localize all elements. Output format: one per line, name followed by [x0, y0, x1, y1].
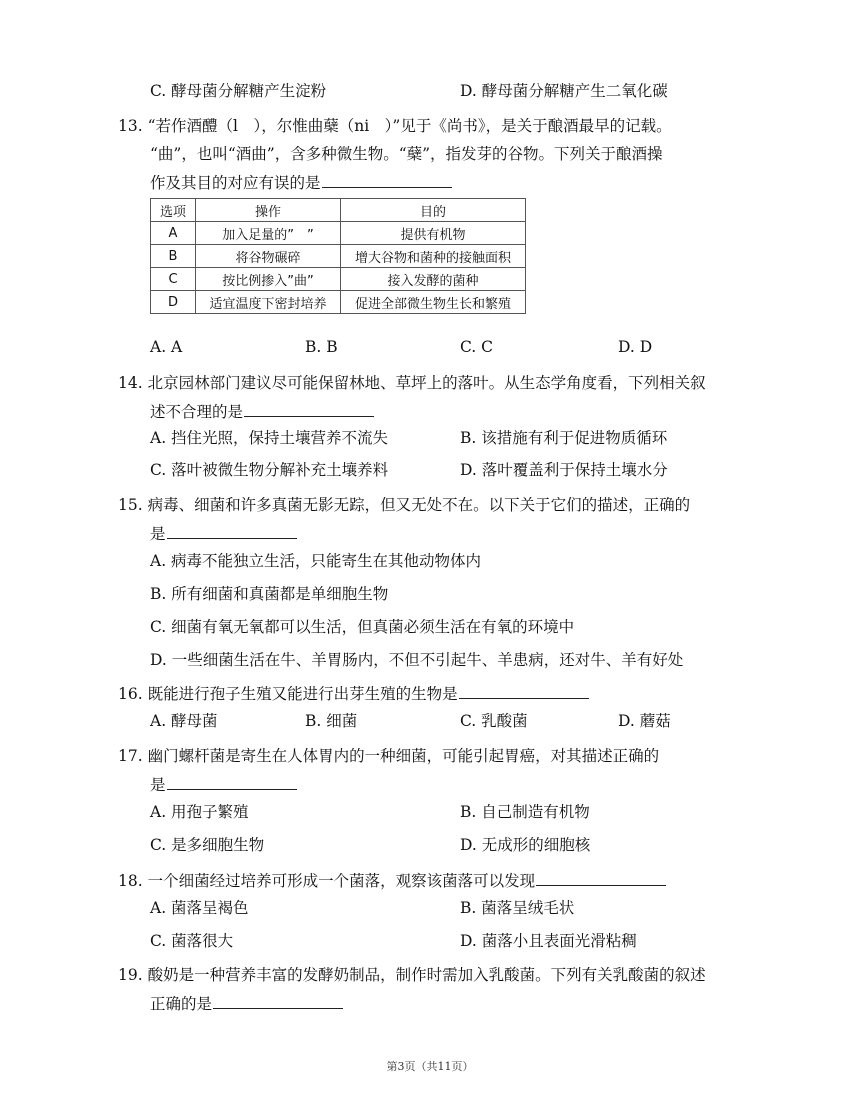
- q15-option-c: C. 细菌有氧无氧都可以生活，但真菌必须生活在有氧的环境中: [150, 618, 575, 636]
- table-header-cell: 选项: [151, 199, 196, 222]
- q17-line2-text: 是: [150, 776, 166, 794]
- q13-line2: “曲”，也叫“酒曲”，含多种微生物。“蘖”，指发芽的谷物。下列关于酿酒操: [150, 145, 663, 163]
- q13-option-a: A. A: [150, 338, 183, 356]
- q13-line3: [150, 171, 452, 194]
- q15-option-d: D. 一些细菌生活在牛、羊胃肠内，不但不引起牛、羊患病，还对牛、羊有好处: [150, 651, 684, 669]
- q17-option-d: D. 无成形的细胞核: [460, 836, 591, 854]
- table-cell: 接入发酵的菌种: [341, 268, 526, 291]
- q15-line2-text: 是: [150, 525, 166, 543]
- q18-line1: [118, 869, 666, 892]
- table-row: [151, 245, 526, 268]
- q18-line1-text: 18. 一个细菌经过培养可形成一个菌落，观察该菌落可以发现: [118, 872, 536, 890]
- q14-option-d: D. 落叶覆盖利于保持土壤水分: [460, 461, 668, 479]
- answer-blank: [213, 992, 343, 1009]
- table-row: [151, 222, 526, 245]
- table-header-cell: 操作: [196, 199, 341, 222]
- answer-blank: [459, 682, 589, 699]
- table-cell: 增大谷物和菌种的接触面积: [341, 245, 526, 268]
- answer-blank: [536, 869, 666, 886]
- q15-option-b: B. 所有细菌和真菌都是单细胞生物: [150, 585, 389, 603]
- q14-option-c: C. 落叶被微生物分解补充土壤养料: [150, 461, 389, 479]
- q17-option-c: C. 是多细胞生物: [150, 836, 265, 854]
- q13-option-d: D. D: [618, 338, 653, 356]
- q15-option-a: A. 病毒不能独立生活，只能寄生在其他动物体内: [150, 552, 482, 570]
- table-header-cell: 目的: [341, 199, 526, 222]
- table-cell: A: [151, 222, 196, 245]
- q14-line1: 14. 北京园林部门建议尽可能保留林地、草坪上的落叶。从生态学角度看，下列相关叙: [118, 374, 706, 392]
- answer-blank: [244, 400, 374, 417]
- q16-option-c: C. 乳酸菌: [460, 712, 528, 730]
- table-row: [151, 291, 526, 314]
- q13-option-c: C. C: [460, 338, 494, 356]
- table-cell: 按比例掺入”曲”: [196, 268, 341, 291]
- q14-line2-text: 述不合理的是: [150, 403, 244, 421]
- q19-line2: [150, 992, 343, 1015]
- q17-line1: 17. 幽门螺杆菌是寄生在人体胃内的一种细菌，可能引起胃癌，对其描述正确的: [118, 747, 660, 765]
- q12-option-c: C. 酵母菌分解糖产生淀粉: [150, 82, 327, 100]
- q16-option-d: D. 蘑菇: [618, 712, 671, 730]
- q18-option-c: C. 菌落很大: [150, 932, 234, 950]
- q14-option-b: B. 该措施有利于促进物质循环: [460, 429, 668, 447]
- table-cell: B: [151, 245, 196, 268]
- q15-line2: [150, 522, 297, 545]
- q13-table: [150, 198, 526, 314]
- q16-line1: [118, 682, 589, 705]
- table-cell: 促进全部微生物生长和繁殖: [341, 291, 526, 314]
- q18-option-a: A. 菌落呈褐色: [150, 899, 249, 917]
- table-cell: C: [151, 268, 196, 291]
- table-row: [151, 268, 526, 291]
- q17-line2: [150, 773, 297, 796]
- q15-line1: 15. 病毒、细菌和许多真菌无影无踪，但又无处不在。以下关于它们的描述，正确的: [118, 496, 691, 514]
- table-header-row: [151, 199, 526, 222]
- q14-line2: [150, 400, 374, 423]
- page-footer: 第3页（共11页）: [386, 1060, 474, 1073]
- q16-line1-text: 16. 既能进行孢子生殖又能进行出芽生殖的生物是: [118, 685, 458, 703]
- table-cell: 将谷物碾碎: [196, 245, 341, 268]
- q16-option-b: B. 细菌: [305, 712, 358, 730]
- q13-line1: 13. “若作酒醴（l ），尔惟曲蘖（ni ）”见于《尚书》，是关于酿酒最早的记载。: [118, 117, 672, 135]
- q18-option-b: B. 菌落呈绒毛状: [460, 899, 575, 917]
- q19-line1: 19. 酸奶是一种营养丰富的发酵奶制品，制作时需加入乳酸菌。下列有关乳酸菌的叙述: [118, 966, 706, 984]
- answer-blank: [322, 171, 452, 188]
- q19-line2-text: 正确的是: [150, 995, 213, 1013]
- q13-line3-text: 作及其目的对应有误的是: [150, 174, 321, 192]
- answer-blank: [167, 522, 297, 539]
- table-cell: D: [151, 291, 196, 314]
- q12-option-d: D. 酵母菌分解糖产生二氧化碳: [460, 82, 668, 100]
- q17-option-b: B. 自己制造有机物: [460, 803, 590, 821]
- q16-option-a: A. 酵母菌: [150, 712, 218, 730]
- q13-option-b: B. B: [305, 338, 338, 356]
- q18-option-d: D. 菌落小且表面光滑粘稠: [460, 932, 637, 950]
- q14-option-a: A. 挡住光照，保持土壤营养不流失: [150, 429, 389, 447]
- table-cell: 提供有机物: [341, 222, 526, 245]
- answer-blank: [167, 773, 297, 790]
- table-cell: 适宜温度下密封培养: [196, 291, 341, 314]
- q17-option-a: A. 用孢子繁殖: [150, 803, 249, 821]
- table-cell: 加入足量的” ”: [196, 222, 341, 245]
